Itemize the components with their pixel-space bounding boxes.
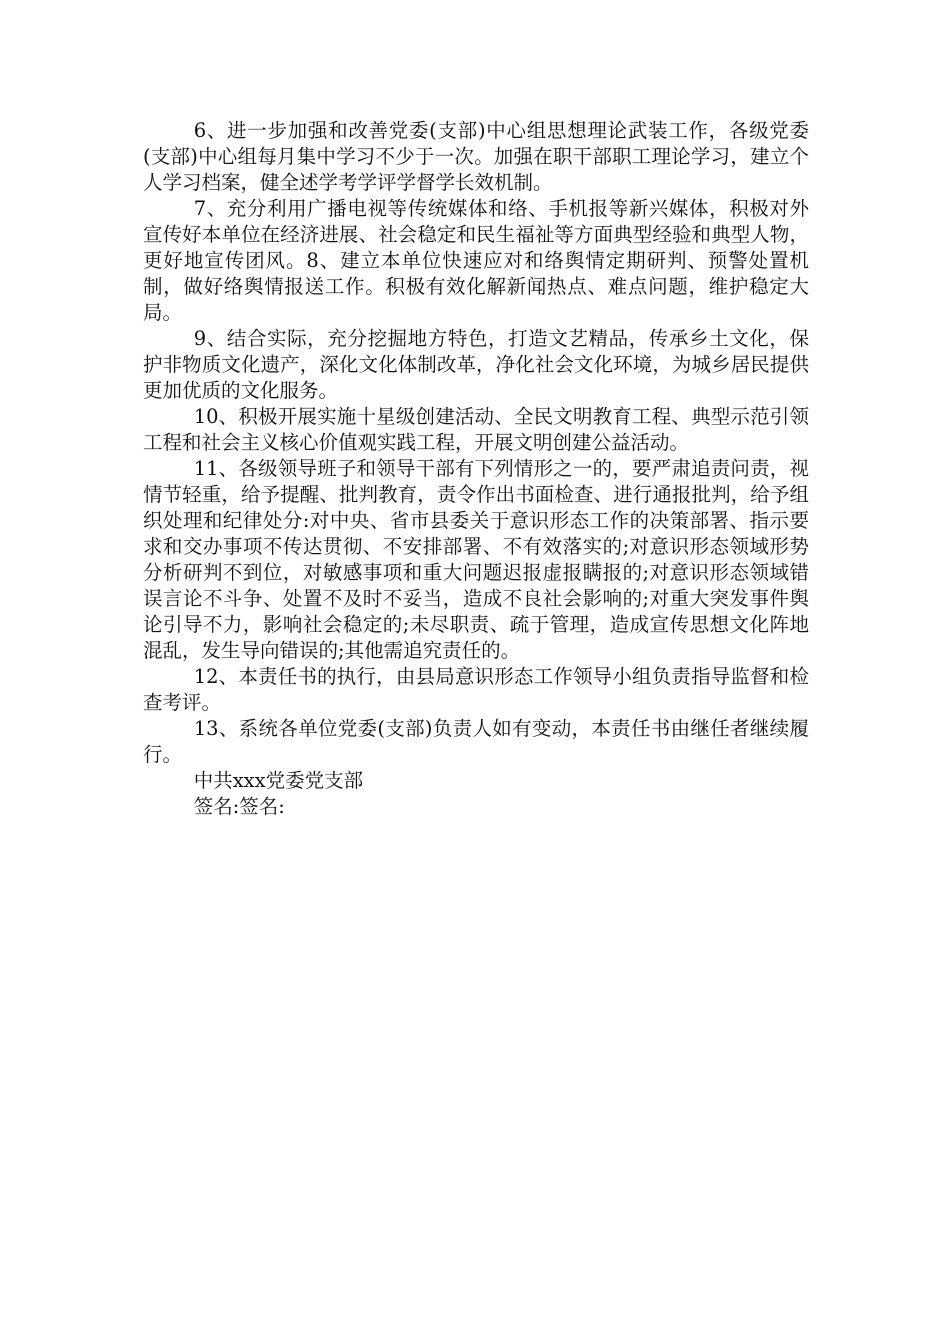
- paragraph-item-10: 10、积极开展实施十星级创建活动、全民文明教育工程、典型示范引领工程和社会主义核心价值观实践工程，开展文明创建公益活动。: [143, 405, 809, 454]
- paragraph-item-9: 9、结合实际，充分挖掘地方特色，打造文艺精品，传承乡土文化，保护非物质文化遗产，深化文化体制改革，净化社会文化环境，为城乡居民提供更加优质的文化服务。: [143, 327, 809, 402]
- organization-line: 中共xxx党委党支部: [193, 769, 364, 792]
- paragraph-item-12: 12、本责任书的执行，由县局意识形态工作领导小组负责指导监督和检查考评。: [143, 665, 809, 714]
- document-body: [143, 118, 809, 820]
- signature-line: 签名:签名:: [193, 795, 285, 818]
- paragraph-item-7-8: 7、充分利用广播电视等传统媒体和络、手机报等新兴媒体，积极对外宣传好本单位在经济进展、社会稳定和民生福祉等方面典型经验和典型人物，更好地宣传团风。8、建立本单位快速应对和络舆情定期研判、预警处置机制，做好络舆情报送工作。积极有效化解新闻热点、难点问题，维护稳定大局。: [143, 197, 809, 324]
- paragraph-item-11: 11、各级领导班子和领导干部有下列情形之一的，要严肃追责问责，视情节轻重，给予提醒、批判教育，责令作出书面检查、进行通报批判，给予组织处理和纪律处分:对中央、省市县委关于意识形态工作的决策部署、指示要求和交办事项不传达贯彻、不安排部署、不有效落实的;对意识形态领域形势分析研判不到位，对敏感事项和重大问题迟报虚报瞒报的;对意识形态领域错误言论不斗争、处置不及时不妥当，造成不良社会影响的;对重大突发事件舆论引导不力，影响社会稳定的;未尽职责、疏于管理，造成宣传思想文化阵地混乱，发生导向错误的;其他需追究责任的。: [143, 457, 809, 662]
- paragraph-item-6: 6、进一步加强和改善党委(支部)中心组思想理论武装工作，各级党委(支部)中心组每月集中学习不少于一次。加强在职干部职工理论学习，建立个人学习档案，健全述学考学评学督学长效机制。: [143, 119, 809, 194]
- paragraph-item-13: 13、系统各单位党委(支部)负责人如有变动，本责任书由继任者继续履行。: [143, 717, 809, 766]
